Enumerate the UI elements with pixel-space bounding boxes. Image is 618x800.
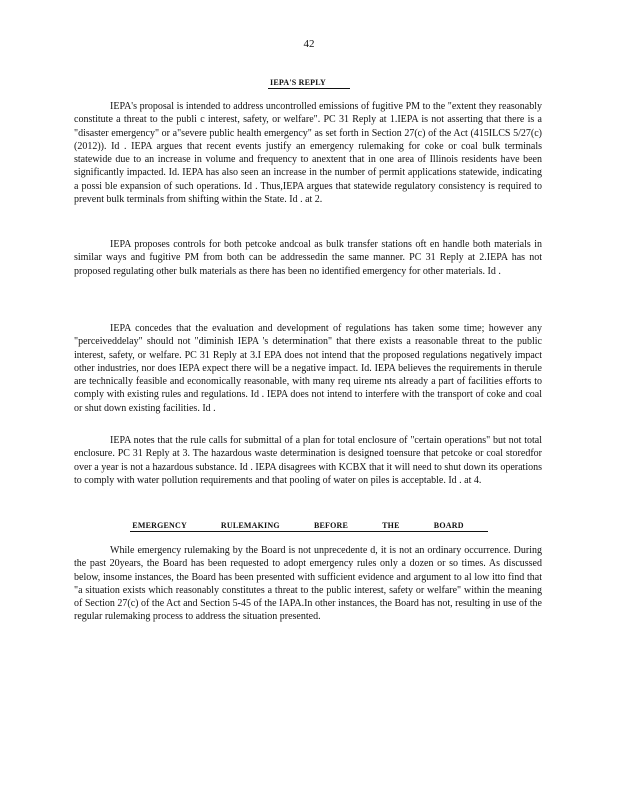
- body-paragraph: IEPA's proposal is intended to address uncontrolled emissions of fugitive PM to the "extent they reasonably constitute a threat to the publi c interest, safety, or welfare". PC 31 Reply at 1.IEPA is not asserting that there is a "disaster emergency" or a"severe public health emergency" as set forth in Section 27(c) of the Act (415ILCS 5/27(c) (2012)). Id . IEPA argues that recent events justify an emergency rulemaking for coke or coal bulk terminals statewide due to an increase in volume and frequency to anextent that in one area of Illinois residents have been significantly impacted. Id. IEPA has also seen an increase in the number of permit applications statewide, indicating a possi ble expansion of such operations. Id . Thus,IEPA argues that statewide regulatory consistency is required to prevent bulk terminals from shifting within the State. Id . at 2.: [74, 101, 542, 206]
- page-number: 42: [303, 38, 315, 50]
- body-paragraph: IEPA proposes controls for both petcoke andcoal as bulk transfer stations oft en handle both materials in similar ways and fugitive PM from both can be addressedin the same manner. PC 31 Reply at 2.IEPA has not proposed regulating other bulk materials as there has been no identified emergency for other materials. Id .: [74, 239, 542, 277]
- body-paragraph: IEPA notes that the rule calls for submittal of a plan for total enclosure of "certain operations" but not total enclosure. PC 31 Reply at 3. The hazardous waste determination is designed toensure that petcoke or coal storedfor over a year is not a hazardous substance. Id . IEPA disagrees with KCBX that it will need to shut down its operations to comply with water pollution requirements and that pooling of water on piles is acceptable. Id . at 4.: [74, 435, 542, 486]
- section-heading-text: IEPA'S REPLY: [268, 78, 350, 89]
- body-paragraph: IEPA concedes that the evaluation and development of regulations has taken some time; however any "perceiveddelay" should not "diminish IEPA 's determination" that there exists a reasonable threat to the public interest, safety, or welfare. PC 31 Reply at 3.I EPA does not intend that the proposed regulations negatively impact other industries, nor does IEPA expect there will be a negative impact. Id. IEPA believes the requirements in therule are technically feasible and economically reasonable, with many req uireme nts already a part of facilities efforts to comply with existing rules and regulations. Id . IEPA does not intend to interfere with the transport of coke and coal or shut down existing facilities. Id .: [74, 323, 542, 414]
- section-heading-emergency-rulemaking: [0, 519, 618, 532]
- section-heading-iepa-reply: [0, 76, 618, 89]
- body-paragraph: While emergency rulemaking by the Board is not unprecedente d, it is not an ordinary occurrence. During the past 20years, the Board has been requested to adopt emergency rules only a dozen or so times. As discussed below, insome instances, the Board has been presented with sufficient evidence and argument to al low itto find that "a situation exists which reasonably constitutes a threat to the public interest, safety or welfare" within the meaning of Section 27(c) of the Act and Section 5-45 of the IAPA.In other instances, the Board has not, resulting in use of the regular rulemaking process to address the situation presented.: [74, 545, 542, 623]
- section-heading-text: EMERGENCY RULEMAKING BEFORE THE BOARD: [130, 521, 487, 532]
